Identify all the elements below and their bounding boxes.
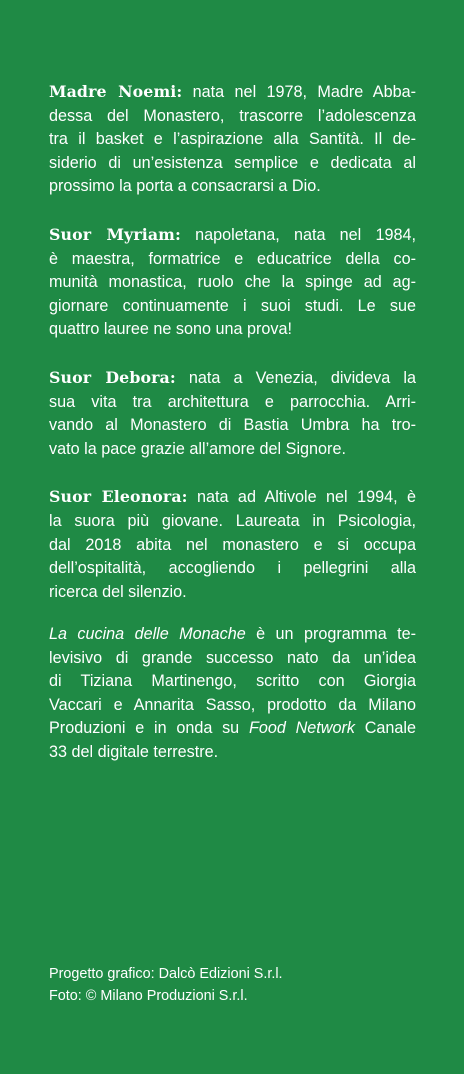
bios-section — [49, 80, 416, 628]
bio-text: dal 2018 abita nel monastero e si occupa — [49, 535, 416, 554]
bio-text: è maestra, formatrice e educatrice della co- — [49, 249, 416, 268]
bio-name: Suor Debora: — [49, 367, 176, 387]
bio-text: dell’ospitalità, accogliendo i pellegrini alla — [49, 559, 416, 578]
bio-suor-myriam — [49, 223, 416, 342]
bio-text: tra il basket e l’aspirazione alla Santità. Il de- — [49, 130, 416, 149]
program-title: La cucina delle Monache — [49, 625, 246, 643]
bio-text: giornare continuamente i suoi studi. Le sue — [49, 296, 416, 315]
bio-name: Suor Myriam: — [49, 224, 181, 244]
bio-text: siderio di un’esistenza semplice e dedicata al — [49, 153, 416, 172]
bio-text: munità monastica, ruolo che la spinge ad ag- — [49, 273, 416, 292]
credits — [49, 963, 416, 1007]
bio-text: prossimo la porta a consacrarsi a Dio. — [49, 177, 321, 196]
bio-text: sua vita tra architettura e parrocchia. Arri- — [49, 392, 416, 411]
bio-suor-debora — [49, 366, 416, 461]
bio-text: vando al Monastero di Bastia Umbra ha tro- — [49, 416, 416, 435]
program-description: La cucina delle Monache è un programma te- levisivo di grande successo nato da un’idea di Tiziana Martinengo, scritto con Giorgia Vaccari e Annarita Sasso, prodotto da Milano Produzioni e in onda su Food Network Canale 33 del digitale terrestre. — [49, 625, 416, 761]
bio-text: la suora più giovane. Laureata in Psicologia, — [49, 511, 416, 530]
bio-text: quattro lauree ne sono una prova! — [49, 320, 292, 339]
bio-text: dessa del Monastero, trascorre l’adolescenza — [49, 106, 416, 125]
bio-madre-noemi — [49, 80, 416, 199]
design-credit: Progetto grafico: Dalcò Edizioni S.r.l. — [49, 966, 283, 982]
photo-credit: Foto: © Milano Produzioni S.r.l. — [49, 988, 248, 1004]
bio-text: ricerca del silenzio. — [49, 582, 187, 601]
bio-suor-eleonora — [49, 485, 416, 604]
bio-name: Madre Noemi: — [49, 82, 183, 101]
bio-text: napoletana, nata nel 1984, — [180, 225, 416, 244]
bio-text: vato la pace grazie all’amore del Signore. — [49, 439, 346, 458]
network-name: Food Network — [248, 719, 355, 738]
bio-text: nata a Venezia, divideva la — [175, 368, 416, 387]
bio-name: Suor Eleonora: — [49, 487, 188, 507]
bio-text: nata nel 1978, Madre Abba- — [182, 83, 416, 101]
bio-text: nata ad Altivole nel 1994, è — [187, 488, 416, 507]
